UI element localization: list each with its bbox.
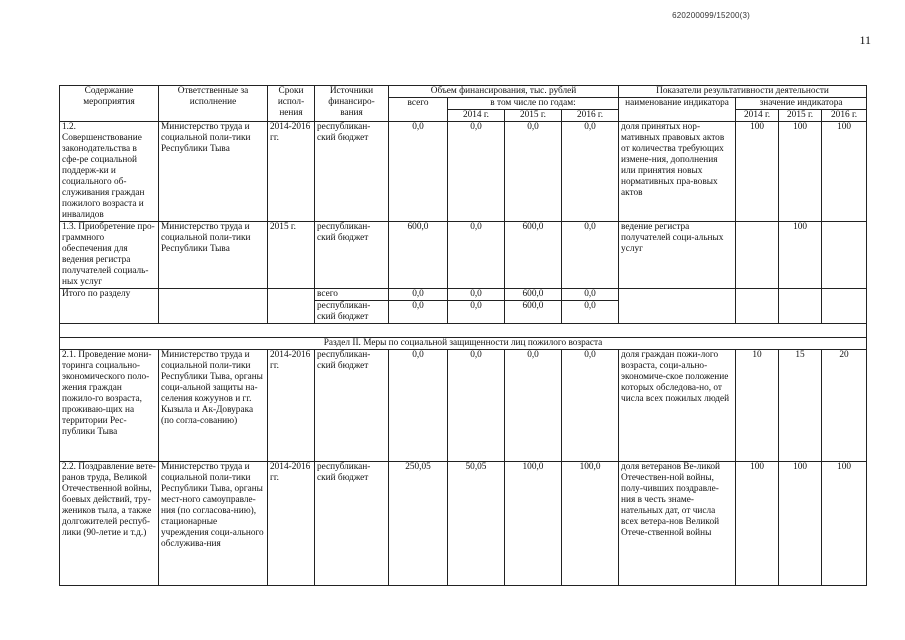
total-budget-total: 0,0 (389, 301, 448, 324)
header-ind-year-2015: 2015 г. (779, 110, 822, 122)
total-budget-2015: 600,0 (505, 301, 562, 324)
row-ind-2014: 10 (736, 350, 779, 462)
header-indicator-value: значение индикатора (736, 98, 867, 110)
measures-table (59, 85, 867, 586)
row-total: 250,05 (389, 462, 448, 586)
header-content: Содержание мероприятия (60, 86, 159, 122)
row-indicator: доля граждан пожи-лого возраста, соци-ально-экономиче-ское положение которых обследова-но, от числа всех пожилых людей (619, 350, 736, 462)
row-responsible: Министерство труда и социальной поли-тики Республики Тыва, органы соци-альной защиты на-селения кожуунов и гг. Кызыла и Ак-Довурака (по согла-сованию) (159, 350, 268, 462)
section-title-row (60, 338, 867, 350)
row-2014: 50,05 (448, 462, 505, 586)
table-row (60, 350, 867, 462)
row-ind-2015: 100 (779, 462, 822, 586)
total-all-2016: 0,0 (562, 289, 619, 301)
row-indicator: ведение регистра получателей соци-альных услуг (619, 222, 736, 289)
row-terms: 2014-2016 гг. (268, 462, 315, 586)
row-total: 0,0 (389, 350, 448, 462)
row-indicator: доля принятых нор-мативных правовых актов от количества требующих измене-ния, дополнения или принятия новых нормативных пра-вовых актов (619, 122, 736, 222)
total-empty-responsible (159, 289, 268, 324)
row-source: республикан-ский бюджет (315, 122, 389, 222)
row-2014: 0,0 (448, 222, 505, 289)
header-year-2016: 2016 г. (562, 110, 619, 122)
row-2016: 0,0 (562, 350, 619, 462)
spacer-cell (60, 324, 867, 338)
total-source-all: всего (315, 289, 389, 301)
row-2015: 100,0 (505, 462, 562, 586)
row-2015: 0,0 (505, 350, 562, 462)
spacer-row (60, 324, 867, 338)
total-source-budget: республикан-ский бюджет (315, 301, 389, 324)
total-all-2015: 600,0 (505, 289, 562, 301)
row-responsible: Министерство труда и социальной поли-тики Республики Тыва (159, 122, 268, 222)
header-ind-year-2016: 2016 г. (822, 110, 867, 122)
row-2014: 0,0 (448, 350, 505, 462)
table-row (60, 462, 867, 586)
total-empty-terms (268, 289, 315, 324)
total-all-total: 0,0 (389, 289, 448, 301)
row-2015: 0,0 (505, 122, 562, 222)
header-year-2014: 2014 г. (448, 110, 505, 122)
total-all-2014: 0,0 (448, 289, 505, 301)
row-source: республикан-ский бюджет (315, 222, 389, 289)
row-ind-2016: 20 (822, 350, 867, 462)
row-responsible: Министерство труда и социальной поли-тики Республики Тыва, органы мест-ного самоуправле-ния (по согласова-нию), стационарные учреждения соци-ального обслужива-ния (159, 462, 268, 586)
table-row (60, 122, 867, 222)
page-number: 11 (859, 33, 871, 47)
row-total: 0,0 (389, 122, 448, 222)
row-ind-2015: 15 (779, 350, 822, 462)
total-row (60, 289, 867, 301)
table-row (60, 222, 867, 289)
row-total: 600,0 (389, 222, 448, 289)
total-empty-iv2016 (822, 289, 867, 324)
total-budget-2014: 0,0 (448, 301, 505, 324)
row-content: 2.1. Проведение мони-торинга социально-экономического поло-жения граждан пожило-го возраста, проживаю-щих на территории Рес-публики Тыва (60, 350, 159, 462)
row-responsible: Министерство труда и социальной поли-тики Республики Тыва (159, 222, 268, 289)
row-ind-2016 (822, 222, 867, 289)
header-terms: Сроки испол-нения (268, 86, 315, 122)
row-ind-2014 (736, 222, 779, 289)
row-content: 1.2. Совершенствование законодательства в сфе-ре социальной поддерж-ки и социального об-служивания граждан пожилого возраста и инвалидов (60, 122, 159, 222)
section-title: Раздел II. Меры по социальной защищенности лиц пожилого возраста (60, 338, 867, 350)
row-terms: 2014-2016 гг. (268, 350, 315, 462)
row-source: республикан-ский бюджет (315, 462, 389, 586)
row-terms: 2014-2016 гг. (268, 122, 315, 222)
row-content: 1.3. Приобретение про-граммного обеспечения для ведения регистра получателей социаль-ных услуг (60, 222, 159, 289)
row-ind-2015: 100 (779, 222, 822, 289)
row-terms: 2015 г. (268, 222, 315, 289)
row-ind-2014: 100 (736, 462, 779, 586)
row-ind-2016: 100 (822, 462, 867, 586)
header-indicator-name: наименование индикатора (619, 98, 736, 122)
total-empty-iv2015 (779, 289, 822, 324)
total-empty-iv2014 (736, 289, 779, 324)
total-budget-2016: 0,0 (562, 301, 619, 324)
header-by-years: в том числе по годам: (448, 98, 619, 110)
document-id: 620200099/15200(3) (672, 11, 750, 20)
header-ind-year-2014: 2014 г. (736, 110, 779, 122)
row-source: республикан-ский бюджет (315, 350, 389, 462)
row-ind-2015: 100 (779, 122, 822, 222)
header-row-1 (60, 86, 867, 98)
header-indicators: Показатели результативности деятельности (619, 86, 867, 98)
row-ind-2016: 100 (822, 122, 867, 222)
header-total: всего (389, 98, 448, 122)
row-ind-2014: 100 (736, 122, 779, 222)
row-2014: 0,0 (448, 122, 505, 222)
row-2015: 600,0 (505, 222, 562, 289)
row-content: 2.2. Поздравление вете-ранов труда, Великой Отечественной войны, боевых действий, тру-жеников тыла, а также долгожителей респуб-лики (90-летие и т.д.) (60, 462, 159, 586)
row-2016: 0,0 (562, 222, 619, 289)
header-funding: Объем финансирования, тыс. рублей (389, 86, 619, 98)
header-responsible: Ответственные за исполнение (159, 86, 268, 122)
row-2016: 0,0 (562, 122, 619, 222)
header-sources: Источники финансиро-вания (315, 86, 389, 122)
total-empty-indicator (619, 289, 736, 324)
header-year-2015: 2015 г. (505, 110, 562, 122)
total-label: Итого по разделу (60, 289, 159, 324)
row-indicator: доля ветеранов Ве-ликой Отечествен-ной войны, полу-чивших поздравле-ния в честь знаме-нательных дат, от числа всех ветера-нов Великой Отече-ственной войны (619, 462, 736, 586)
row-2016: 100,0 (562, 462, 619, 586)
